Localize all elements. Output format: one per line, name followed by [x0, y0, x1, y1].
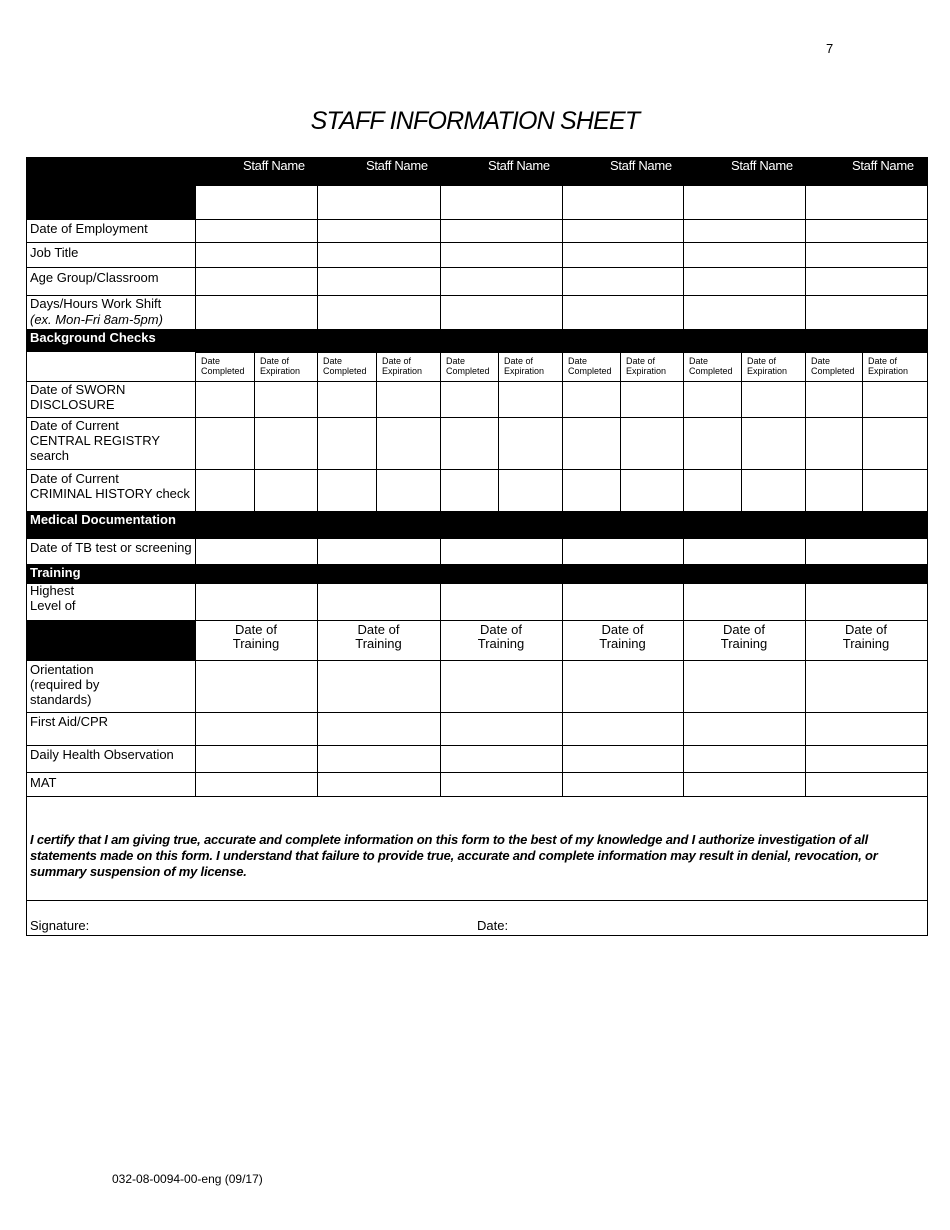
label-age-group: Age Group/Classroom [30, 270, 159, 285]
label-daily-health-observation: Daily Health Observation [30, 747, 174, 762]
date-of-training-header: Date of [723, 622, 765, 637]
table-rule [317, 352, 318, 511]
label-sworn-disclosure: Date of SWORN [30, 382, 126, 397]
date-expiration-header: Date of [626, 356, 656, 366]
date-expiration-header: Expiration [747, 366, 788, 376]
table-rule [440, 352, 441, 511]
table-rule [26, 583, 928, 584]
table-rule [862, 352, 863, 511]
label-days-hours: Days/Hours Work Shift [30, 296, 162, 311]
section-background-checks: Background Checks [30, 330, 156, 345]
table-rule [562, 583, 563, 796]
date-of-training-header: Date of [601, 622, 644, 637]
table-rule [317, 185, 318, 329]
label-sworn-disclosure: DISCLOSURE [30, 397, 115, 412]
table-rule [26, 219, 928, 220]
label-days-hours-example: (ex. Mon-Fri 8am-5pm) [30, 312, 163, 327]
table-rule [683, 185, 684, 329]
label-highest-level: Level of [30, 598, 76, 613]
date-of-training-header: Training [599, 636, 646, 651]
signature-label: Signature: [30, 918, 90, 933]
label-first-aid-cpr: First Aid/CPR [30, 714, 109, 729]
date-completed-header: Completed [446, 366, 490, 376]
label-mat: MAT [30, 775, 57, 790]
table-rule [620, 352, 621, 511]
label-orientation: Orientation [30, 662, 94, 677]
date-completed-header: Date [323, 356, 343, 366]
table-rule [440, 538, 441, 564]
table-rule [562, 352, 563, 511]
label-central-registry: CENTRAL REGISTRY [30, 433, 161, 448]
date-expiration-header: Date of [747, 356, 777, 366]
table-rule [562, 185, 563, 329]
table-rule [195, 538, 196, 564]
table-rule [927, 157, 928, 935]
label-central-registry: search [30, 448, 70, 463]
header-corner [26, 157, 195, 220]
label-job-title: Job Title [30, 245, 79, 260]
page-number: 7 [826, 41, 834, 56]
date-expiration-header: Date of [382, 356, 412, 366]
date-expiration-header: Expiration [868, 366, 909, 376]
section-medical-documentation: Medical Documentation [30, 512, 176, 527]
table-rule [562, 538, 563, 564]
date-expiration-header: Date of [260, 356, 290, 366]
date-of-training-header: Training [232, 636, 280, 651]
table-rule [26, 620, 928, 621]
certification-statement: I certify that I am giving true, accurate and complete information on this form to the best of my knowledge and I authorize investigation of all statements made on this form. I understand that failure to provide true, accurate and complete information may result in denial, revocation, or summary suspension of my license. [30, 832, 878, 879]
date-of-training-header: Date of [235, 622, 277, 637]
table-rule [26, 469, 928, 470]
label-orientation: (required by [30, 677, 100, 692]
table-rule [195, 583, 196, 796]
label-criminal-history: CRIMINAL HISTORY check [30, 486, 190, 501]
table-rule [683, 352, 684, 511]
date-of-training-header: Date of [845, 622, 887, 637]
staff-name-header: Staff Name [488, 158, 550, 173]
section-band-background [26, 329, 928, 352]
date-completed-header: Date [689, 356, 709, 366]
table-rule [440, 583, 441, 796]
table-rule [805, 185, 806, 329]
table-rule [26, 772, 928, 773]
date-expiration-header: Expiration [626, 366, 667, 376]
table-rule [805, 352, 806, 511]
date-of-training-header: Training [355, 636, 402, 651]
date-completed-header: Completed [811, 366, 855, 376]
table-rule [26, 538, 928, 539]
date-completed-header: Completed [689, 366, 733, 376]
table-rule [741, 352, 742, 511]
table-rule [26, 295, 928, 296]
staff-name-header: Staff Name [366, 158, 428, 173]
table-rule [376, 352, 377, 511]
date-of-training-header: Date of [480, 622, 522, 637]
table-rule [26, 381, 928, 382]
form-code: 032-08-0094-00-eng (09/17) [112, 1172, 263, 1186]
table-rule [26, 417, 928, 418]
table-rule [26, 157, 27, 935]
table-rule [26, 267, 928, 268]
table-rule [26, 242, 928, 243]
table-rule [26, 796, 928, 797]
label-tb-test: Date of TB test or screening [30, 540, 192, 555]
table-rule [683, 583, 684, 796]
table-rule [195, 185, 196, 329]
date-expiration-header: Date of [868, 356, 898, 366]
date-completed-header: Completed [201, 366, 245, 376]
date-expiration-header: Expiration [504, 366, 545, 376]
table-rule [498, 352, 499, 511]
label-highest-level: Highest [30, 583, 75, 598]
date-expiration-header: Expiration [382, 366, 423, 376]
date-completed-header: Date [446, 356, 466, 366]
label-orientation: standards) [30, 692, 92, 707]
table-rule [254, 352, 255, 511]
training-corner [26, 620, 195, 661]
date-completed-header: Date [568, 356, 588, 366]
table-rule [195, 352, 196, 511]
staff-name-header: Staff Name [610, 158, 672, 173]
date-completed-header: Completed [323, 366, 367, 376]
table-rule [26, 900, 928, 901]
date-completed-header: Date [201, 356, 221, 366]
table-rule [440, 185, 441, 329]
date-of-training-header: Training [842, 636, 890, 651]
date-expiration-header: Date of [504, 356, 534, 366]
page-title: STAFF INFORMATION SHEET [310, 107, 640, 135]
table-rule [26, 935, 928, 936]
date-of-training-header: Training [720, 636, 768, 651]
table-rule [805, 538, 806, 564]
date-of-training-header: Training [477, 636, 525, 651]
table-rule [26, 660, 928, 661]
label-date-of-employment: Date of Employment [30, 221, 148, 236]
table-rule [26, 712, 928, 713]
date-of-training-header: Date of [357, 622, 400, 637]
date-completed-header: Completed [568, 366, 612, 376]
date-completed-header: Date [811, 356, 831, 366]
table-rule [805, 583, 806, 796]
label-criminal-history: Date of Current [30, 471, 119, 486]
table-rule [317, 583, 318, 796]
label-central-registry: Date of Current [30, 418, 119, 433]
table-rule [683, 538, 684, 564]
section-training: Training [30, 565, 81, 580]
table-rule [26, 745, 928, 746]
staff-name-header: Staff Name [731, 158, 793, 173]
staff-name-header: Staff Name [852, 158, 914, 173]
section-band-training [26, 564, 928, 583]
date-expiration-header: Expiration [260, 366, 301, 376]
date-label: Date: [477, 918, 509, 933]
table-rule [317, 538, 318, 564]
staff-name-header: Staff Name [243, 158, 305, 173]
